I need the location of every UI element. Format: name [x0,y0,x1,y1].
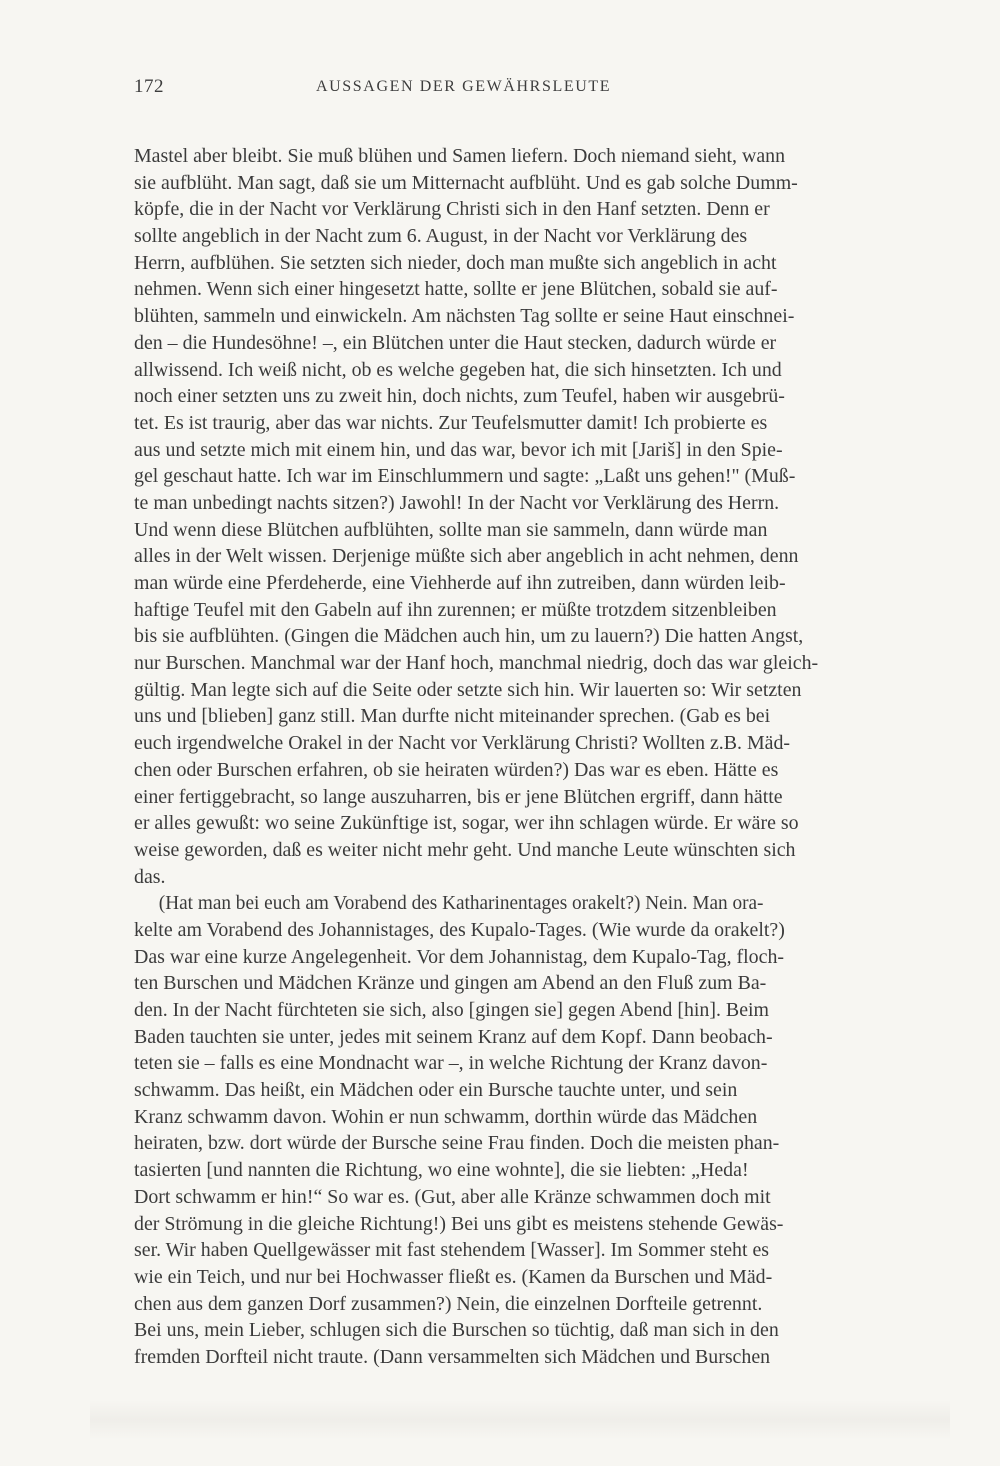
text-line: ser. Wir haben Quellgewässer mit fast stehendem [Wasser]. Im Sommer steht es [134,1239,770,1262]
text-line: heiraten, bzw. dort würde der Bursche seine Frau finden. Doch die meisten phan- [134,1132,780,1155]
text-line: tet. Es ist traurig, aber das war nichts. Zur Teufelsmutter damit! Ich probierte es [134,411,768,434]
text-line: den – die Hundesöhne! –, ein Blütchen unter die Haut stecken, dadurch würde er [134,331,777,354]
text-line: euch irgendwelche Orakel in der Nacht vor Verklärung Christi? Wollten z.B. Mäd- [134,732,791,755]
text-line: chen oder Burschen erfahren, ob sie heiraten würden?) Das war es eben. Hätte es [134,758,779,781]
text-line: fremden Dorfteil nicht traute. (Dann versammelten sich Mädchen und Burschen [134,1345,771,1368]
text-line: nehmen. Wenn sich einer hingesetzt hatte, sollte er jene Blütchen, sobald sie auf- [134,278,778,301]
paragraph-start-line: (Hat man bei euch am Vorabend des Katharinentages orakelt?) Nein. Man ora- [158,892,764,915]
text-line: ten Burschen und Mädchen Kränze und gingen am Abend an den Fluß zum Ba- [134,972,767,995]
text-line: den. In der Nacht fürchteten sie sich, also [gingen sie] gegen Abend [hin]. Beim [134,999,770,1021]
text-line: Kranz schwamm davon. Wohin er nun schwamm, dorthin würde das Mädchen [134,1105,758,1128]
text-line: bis sie aufblühten. (Gingen die Mädchen auch hin, um zu lauern?) Die hatten Angst, [134,625,804,648]
scan-shadow [90,1400,950,1440]
text-line: aus und setzte mich mit einem hin, und das war, bevor ich mit [Jariš] in den Spie- [134,438,783,461]
text-line: uns und [blieben] ganz still. Man durfte nicht miteinander sprechen. (Gab es bei [134,705,771,728]
text-line: nur Burschen. Manchmal war der Hanf hoch, manchmal niedrig, doch das war gleich- [134,652,819,675]
text-line: Das war eine kurze Angelegenheit. Vor dem Johannistag, dem Kupalo-Tag, floch- [134,945,785,968]
text-line: sollte angeblich in der Nacht zum 6. August, in der Nacht vor Verklärung des [134,225,748,248]
text-line: alles in der Welt wissen. Derjenige müßte sich aber angeblich in acht nehmen, denn [134,545,799,568]
text-line: noch einer setzten uns zu zweit hin, doch nichts, zum Teufel, haben wir ausgebrü- [134,385,785,408]
text-line: wie ein Teich, und nur bei Hochwasser fließt es. (Kamen da Burschen und Mäd- [134,1265,773,1288]
text-line: man würde eine Pferdeherde, eine Viehherde auf ihn zutreiben, dann würden leib- [134,572,786,594]
text-line: einer fertiggebracht, so lange auszuharren, bis er jene Blütchen ergriff, dann hätte [134,785,783,808]
text-line: das. [134,865,166,888]
text-line: gültig. Man legte sich auf die Seite oder setzte sich hin. Wir lauerten so: Wir setzten [134,678,802,701]
text-line: haftige Teufel mit den Gabeln auf ihn zurennen; er müßte trotzdem sitzenbleiben [134,598,777,621]
text-line: teten sie – falls es eine Mondnacht war –, in welche Richtung der Kranz davon- [134,1052,768,1075]
text-line: chen aus dem ganzen Dorf zusammen?) Nein, die einzelnen Dorfteile getrennt. [134,1292,763,1315]
text-line: te man unbedingt nachts sitzen?) Jawohl! In der Nacht vor Verklärung des Herrn. [134,491,780,514]
text-line: Herrn, aufblühen. Sie setzten sich nieder, doch man mußte sich angeblich in acht [134,251,777,274]
text-line: köpfe, die in der Nacht vor Verklärung Christi sich in den Hanf setzten. Denn er [134,198,770,221]
text-line: Dort schwamm er hin!“ So war es. (Gut, aber alle Kränze schwammen doch mit [134,1185,771,1208]
text-line: schwamm. Das heißt, ein Mädchen oder ein Bursche tauchte unter, und sein [134,1079,738,1102]
text-line: weise geworden, daß es weiter nicht mehr geht. Und manche Leute wünschten sich [134,838,796,861]
running-header [134,76,924,100]
body-text [134,143,956,1371]
text-line: Bei uns, mein Lieber, schlugen sich die Burschen so tüchtig, daß man sich in den [134,1319,779,1342]
text-line: gel geschaut hatte. Ich war im Einschlummern und sagte: „Laßt uns gehen!" (Muß- [134,465,796,488]
text-line: tasierten [und nannten die Richtung, wo eine wohnte], die sie liebten: „Heda! [134,1159,749,1182]
text-line: sie aufblüht. Man sagt, daß sie um Mitternacht aufblüht. Und es gab solche Dumm- [134,171,798,194]
text-line: blühten, sammeln und einwickeln. Am nächsten Tag sollte er seine Haut einschnei- [134,305,795,328]
text-line: kelte am Vorabend des Johannistages, des Kupalo-Tages. (Wie wurde da orakelt?) [134,918,785,941]
text-line: Mastel aber bleibt. Sie muß blühen und Samen liefern. Doch niemand sieht, wann [134,145,786,167]
text-line: Und wenn diese Blütchen aufblühten, sollte man sie sammeln, dann würde man [134,518,768,541]
page-number: 172 [134,76,164,97]
text-line: allwissend. Ich weiß nicht, ob es welche gegeben hat, die sich hinsetzten. Ich und [134,358,782,381]
text-line: der Strömung in die gleiche Richtung!) Bei uns gibt es meistens stehende Gewäs- [134,1212,784,1235]
text-line: Baden tauchten sie unter, jedes mit seinem Kranz auf dem Kopf. Dann beobach- [134,1025,773,1048]
running-title: AUSSAGEN DER GEWÄHRSLEUTE [316,78,612,95]
text-line: er alles gewußt: wo seine Zukünftige ist, sogar, wer ihn schlagen würde. Er wäre so [134,812,799,835]
